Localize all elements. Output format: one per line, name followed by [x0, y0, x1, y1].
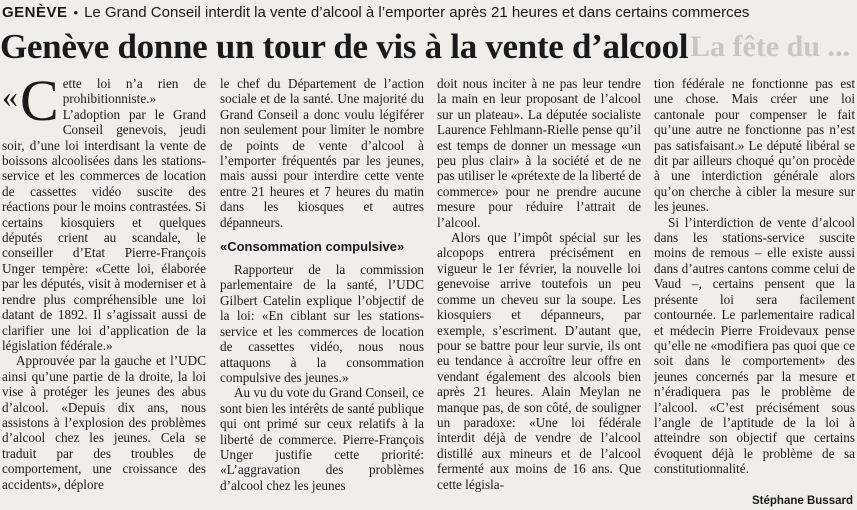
- kicker-line: [0, 0, 857, 26]
- paragraph: doit nous inciter à ne pas leur tendre la main en leur proposant de l’alcool sur un plateau». La députée socialiste Laurence Fehlmann-Rielle pense qu’il est temps de donner un message «un peu plus clair» à la société et de ne pas utiliser le «prétexte de la liberté de commerce» pour ne prendre aucune mesure pour réduire l’attrait de l’alcool.: [437, 76, 641, 230]
- paragraph: Approuvée par la gauche et l’UDC ainsi qu’une partie de la droite, la loi vise à protéger les jeunes des abus d’alcool. «Depuis dix ans, nous assistons à l’explosion des problèmes d’alcool chez les jeunes. Cela se traduit par des troubles de comportement, une croissance des accidents», déplore: [2, 353, 206, 492]
- paragraph: Rapporteur de la commission parlementaire de la santé, l’UDC Gilbert Catelin explique l’objectif de la loi: «En ciblant sur les stations-service et les commerces de location de cassettes vidéo, nous nous attaquons à la consommation compulsive des jeunes.»: [220, 262, 424, 385]
- drop-cap: C: [20, 76, 59, 133]
- lead-text: ette loi n’a rien de prohibitionniste.» L’adoption par le Grand Conseil genevois, jeudi soir, d’une loi interdisant la vente de boissons alcoolisées dans les stations-service et les commerces de location de cassettes vidéo suscite des réactions pour le moins contrastées. Si certains kiosquiers et quelques députés crient au scandale, le conseiller d’Etat Pierre-François Unger tempère: «Cette loi, élaborée par les députés, visit à moderniser et à rendre plus compréhensible une loi datant de 1892. Il s’agissait aussi de clarifier une loi d’application de la législation fédérale.»: [2, 76, 206, 353]
- article-column-1: [2, 76, 206, 506]
- drop-quote-mark: «: [2, 78, 18, 114]
- paragraph: le chef du Département de l’action sociale et de la santé. Une majorité du Grand Conseil a donc voulu légiférer non seulement pour limiter le nombre de points de vente d’alcool à l’emporter fréquentés par les jeunes, mais aussi pour interdire cette vente entre 21 heures et 7 heures du matin dans les kiosques et autres dépanneurs.: [220, 76, 424, 230]
- adjacent-headline-fragment: La fête du ...: [690, 30, 850, 63]
- article-column-3: [437, 76, 641, 506]
- paragraph: Si l’interdiction de vente d’alcool dans les stations-service suscite moins de remous – elle existe aussi dans d’autres cantons comme celui de Vaud –, certains pensent que la présente loi sera facilement contournée. Le parlementaire radical et médecin Pierre Froidevaux pense qu’elle ne «modifiera pas quoi que ce soit dans le comportement» des jeunes concernés par la mesure et n’éradiquera pas le problème de l’alcool. «C’est précisément sous l’angle de l’aptitude de la loi à atteindre son objectif que certains évoquent déjà le problème de sa constitutionnalité.: [654, 214, 855, 477]
- subheading: «Consommation compulsive»: [220, 239, 405, 255]
- lead-paragraph: [2, 76, 206, 353]
- kicker-separator: •: [73, 5, 79, 20]
- paragraph: Alors que l’impôt spécial sur les alcopops entrera précisément en vigueur le 1er février, la nouvelle loi genevoise arrive toutefois un peu comme un cheveu sur la soupe. Les kiosquiers et dépanneurs, par exemple, s’escriment. D’autant que, pour se battre pour leur survie, ils ont eu tendance à accroître leur offre en vendant également des alcools bien après 21 heures. Alain Meylan ne manque pas, de son côté, de souligner un paradoxe: «Une loi fédérale interdit déjà de vendre de l’alcool distillé aux mineurs et de l’alcool fermenté aux moins de 16 ans. Que cette législa-: [437, 230, 641, 492]
- author-byline: Stéphane Bussard: [752, 495, 853, 507]
- paragraph: tion fédérale ne fonctionne pas est une chose. Mais créer une loi cantonale pour compenser le fait qu’une autre ne fonctionne pas n’est pas satisfaisant.» Le député libéral se dit par ailleurs choqué qu’on procède à une interdiction générale alors qu’on cherche à cibler la mesure sur les jeunes.: [654, 76, 855, 215]
- article-column-2: [220, 76, 424, 506]
- page-title: Genève donne un tour de vis à la vente d’alcool: [0, 27, 689, 66]
- section-label: GENÈVE: [2, 4, 68, 21]
- paragraph: Au vu du vote du Grand Conseil, ce sont bien les intérêts de santé publique qui ont primé sur ceux relatifs à la liberté de commerce. Pierre-François Unger justifie cette priorité: «L’aggravation des problèmes d’alcool chez les jeunes: [220, 385, 424, 493]
- article-column-4: [654, 76, 855, 506]
- kicker-text: Le Grand Conseil interdit la vente d’alcool à l’emporter après 21 heures et dans certains commerces: [84, 4, 750, 21]
